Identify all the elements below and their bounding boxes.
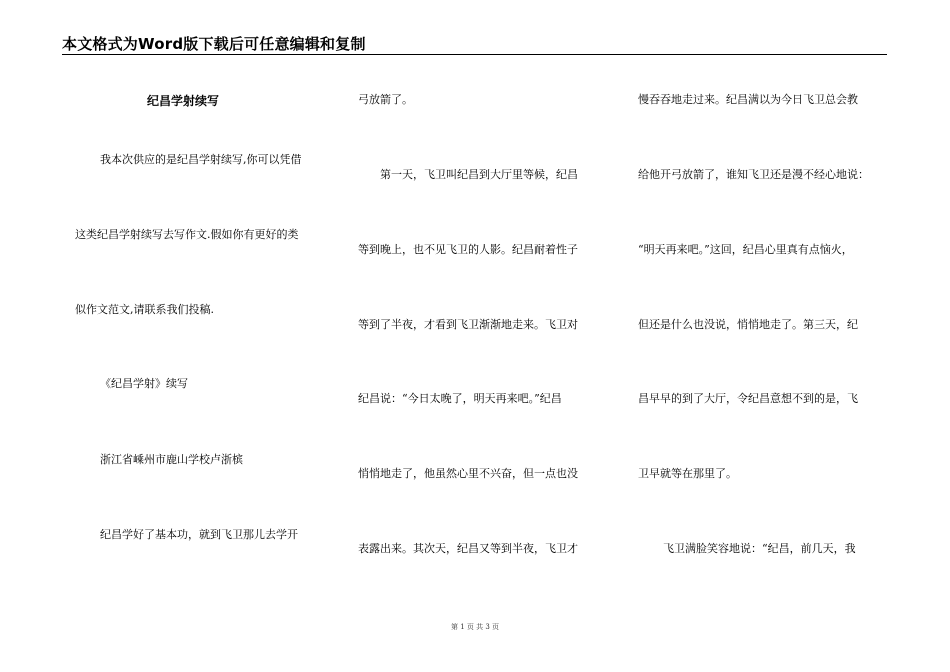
paragraph-line: 《纪昌学射》续写 bbox=[100, 377, 188, 390]
paragraph-line: 等到了半夜，才看到飞卫渐渐地走来。飞卫对 bbox=[358, 318, 578, 331]
paragraph-line: 弓放箭了。 bbox=[358, 93, 413, 106]
paragraph-line: 等到晚上，也不见飞卫的人影。纪昌耐着性子 bbox=[358, 243, 578, 256]
paragraph-line: 但还是什么也没说，悄悄地走了。第三天，纪 bbox=[638, 318, 858, 331]
paragraph-line: 卫早就等在那里了。 bbox=[638, 467, 737, 480]
paragraph-line: 纪昌说：“今日太晚了，明天再来吧。”纪昌 bbox=[358, 392, 562, 405]
paragraph-line: 表露出来。其次天，纪昌又等到半夜，飞卫才 bbox=[358, 542, 578, 555]
paragraph-line: 慢吞吞地走过来。纪昌满以为今日飞卫总会教 bbox=[638, 93, 858, 106]
paragraph-line: “明天再来吧。”这回，纪昌心里真有点恼火， bbox=[638, 243, 853, 256]
document-title: 纪昌学射续写 bbox=[147, 94, 220, 108]
paragraph-line: 昌早早的到了大厅，令纪昌意想不到的是，飞 bbox=[638, 392, 858, 405]
paragraph-line: 悄悄地走了，他虽然心里不兴奋，但一点也没 bbox=[358, 467, 578, 480]
paragraph-line: 似作文范文,请联系我们投稿. bbox=[75, 303, 214, 316]
paragraph-line: 这类纪昌学射续写去写作文.假如你有更好的类 bbox=[75, 228, 299, 241]
paragraph-line: 纪昌学好了基本功，就到飞卫那儿去学开 bbox=[100, 528, 298, 541]
page-number: 第 1 页 共 3 页 bbox=[450, 623, 500, 631]
paragraph-line: 浙江省嵊州市鹿山学校卢浙槟 bbox=[100, 453, 243, 466]
paragraph-line: 给他开弓放箭了，谁知飞卫还是漫不经心地说： bbox=[638, 168, 869, 181]
paragraph-line: 飞卫满脸笑容地说：“纪昌，前几天，我 bbox=[663, 542, 856, 555]
paragraph-line: 我本次供应的是纪昌学射续写,你可以凭借 bbox=[100, 153, 302, 166]
header-title: 本文格式为Word版下载后可任意编辑和复制 bbox=[62, 35, 366, 53]
header-divider bbox=[62, 54, 887, 55]
paragraph-line: 第一天，飞卫叫纪昌到大厅里等候，纪昌 bbox=[380, 168, 578, 181]
